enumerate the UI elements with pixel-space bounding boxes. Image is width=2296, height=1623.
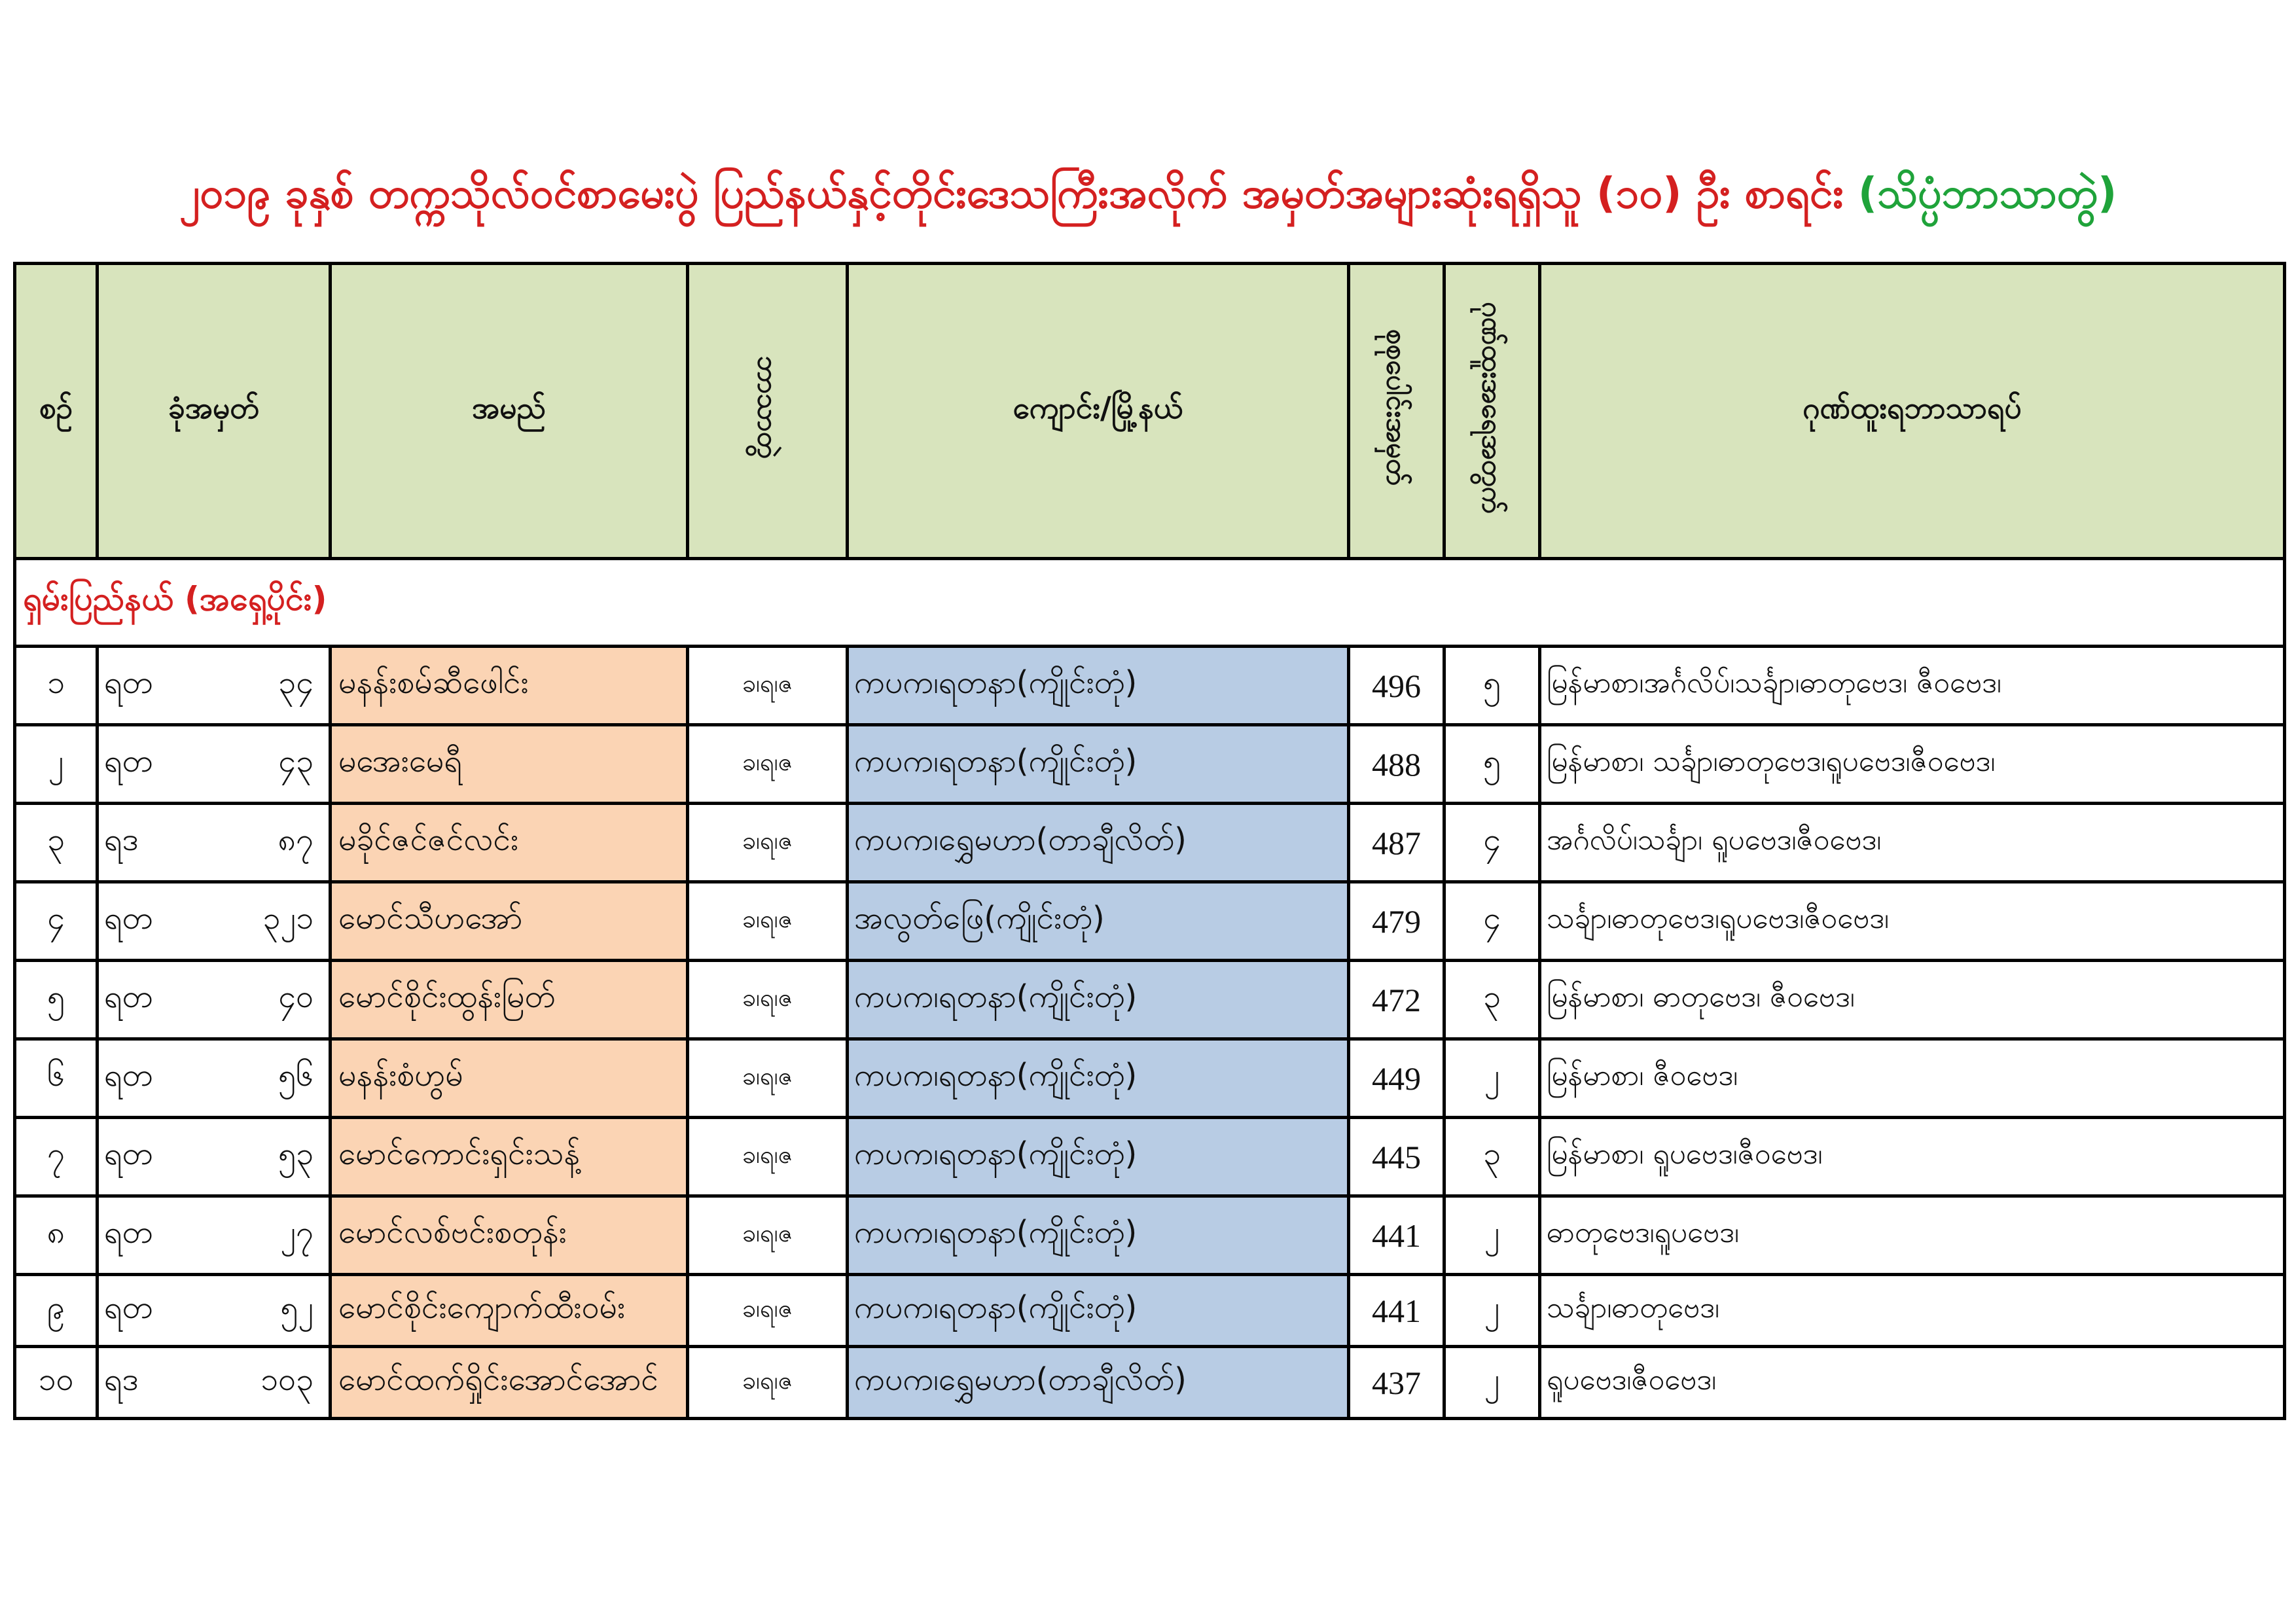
header-distinctions-cell: [1444, 264, 1540, 559]
row-school: ကပက၊ရတနာ(ကျိုင်းတုံ): [848, 1118, 1349, 1196]
roll-prefix: ရတ: [104, 1289, 153, 1326]
roll-prefix: ရတ: [104, 1213, 153, 1251]
header-school: ကျောင်း/မြို့နယ်: [848, 264, 1349, 559]
row-distinction-count: ၂: [1444, 1275, 1540, 1347]
roll-prefix: ရတ: [104, 1135, 153, 1172]
row-distinction-subjects: ဓာတုဗေဒ၊ရူပဗေဒ၊: [1540, 1196, 2285, 1275]
row-distinction-count: ၅: [1444, 725, 1540, 804]
roll-number: ၄၃: [278, 742, 314, 779]
row-roll: [98, 647, 331, 725]
row-subject: ခ၊ရ၊ဇ: [688, 882, 848, 961]
table-row: [15, 1275, 2285, 1347]
table-body: [15, 647, 2285, 1419]
row-roll: [98, 725, 331, 804]
row-marks: 479: [1349, 882, 1444, 961]
header-name: အမည်: [331, 264, 688, 559]
row-marks: 487: [1349, 804, 1444, 882]
row-marks: 445: [1349, 1118, 1444, 1196]
row-school: ကပက၊ရတနာ(ကျိုင်းတုံ): [848, 961, 1349, 1039]
roll-prefix: ရဒ: [104, 821, 139, 858]
row-distinction-count: ၂: [1444, 1196, 1540, 1275]
row-marks: 441: [1349, 1196, 1444, 1275]
roll-number: ၂၇: [280, 1213, 314, 1251]
table-row: [15, 1347, 2285, 1419]
roll-prefix: ရဒ: [104, 1361, 139, 1398]
row-no: ၉: [15, 1275, 98, 1347]
row-subject: ခ၊ရ၊ဇ: [688, 1039, 848, 1118]
region-row: [15, 559, 2285, 647]
roll-number: ၅၆: [278, 1056, 314, 1094]
row-distinction-count: ၂: [1444, 1039, 1540, 1118]
row-roll: [98, 961, 331, 1039]
roll-prefix: ရတ: [104, 1056, 153, 1094]
title-main: ၂၀၁၉ ခုနှစ် တက္ကသိုလ်ဝင်စာမေးပွဲ ပြည်နယ်နှင့်တိုင်းဒေသကြီးအလိုက် အမှတ်အများဆုံးရရှိသူ (၁၀) ဦး စာရင်း: [179, 169, 1844, 218]
roll-number: ၅၂: [280, 1289, 314, 1326]
row-no: ၁: [15, 647, 98, 725]
row-distinction-subjects: မြန်မာစာ၊ ဓာတုဗေဒ၊ ဇီဝဗေဒ၊: [1540, 961, 2285, 1039]
row-marks: 488: [1349, 725, 1444, 804]
table-row: [15, 725, 2285, 804]
header-marks-cell: [1349, 264, 1444, 559]
title-tag: (သိပ္ပံဘာသာတွဲ): [1857, 169, 2117, 218]
row-school: ကပက၊ရတနာ(ကျိုင်းတုံ): [848, 647, 1349, 725]
header-marks: စုစုပေါင်းအမှတ်: [1380, 329, 1413, 486]
row-name: မောင်ထက်ရှိုင်းအောင်အောင်: [331, 1347, 688, 1419]
row-roll: [98, 1118, 331, 1196]
row-name: မနန်းစံဟွမ်: [331, 1039, 688, 1118]
row-no: ၇: [15, 1118, 98, 1196]
row-school: ကပက၊ရတနာ(ကျိုင်းတုံ): [848, 1196, 1349, 1275]
row-no: ၈: [15, 1196, 98, 1275]
page-title: [0, 161, 2296, 226]
row-marks: 441: [1349, 1275, 1444, 1347]
row-marks: 496: [1349, 647, 1444, 725]
row-name: မအေးမေရီ: [331, 725, 688, 804]
roll-prefix: ရတ: [104, 978, 153, 1015]
row-distinction-subjects: မြန်မာစာ၊ သင်္ချာ၊ဓာတုဗေဒ၊ရူပဗေဒ၊ဇီဝဗေဒ၊: [1540, 725, 2285, 804]
roll-number: ၅၃: [278, 1135, 314, 1172]
row-name: မောင်သီဟအော်: [331, 882, 688, 961]
row-distinction-subjects: သင်္ချာ၊ဓာတုဗေဒ၊: [1540, 1275, 2285, 1347]
roll-number: ၄၀: [278, 978, 314, 1015]
row-roll: [98, 1347, 331, 1419]
row-school: ကပက၊ရတနာ(ကျိုင်းတုံ): [848, 1275, 1349, 1347]
row-distinction-subjects: ရူပဗေဒ၊ဇီဝဗေဒ၊: [1540, 1347, 2285, 1419]
roll-prefix: ရတ: [104, 664, 153, 701]
row-subject: ခ၊ရ၊ဇ: [688, 647, 848, 725]
roll-prefix: ရတ: [104, 899, 153, 936]
row-marks: 449: [1349, 1039, 1444, 1118]
row-no: ၅: [15, 961, 98, 1039]
row-distinction-subjects: မြန်မာစာ၊ ဇီဝဗေဒ၊: [1540, 1039, 2285, 1118]
row-distinction-subjects: သင်္ချာ၊ဓာတုဗေဒ၊ရူပဗေဒ၊ဇီဝဗေဒ၊: [1540, 882, 2285, 961]
region-label: ရှမ်းပြည်နယ် (အရှေ့ပိုင်း): [15, 559, 2285, 647]
table-row: [15, 882, 2285, 961]
roll-prefix: ရတ: [104, 742, 153, 779]
row-name: မောင်စိုင်းကျောက်ထီးဝမ်း: [331, 1275, 688, 1347]
row-distinction-count: ၄: [1444, 882, 1540, 961]
row-distinction-subjects: မြန်မာစာ၊အင်္ဂလိပ်၊သင်္ချာ၊ဓာတုဗေဒ၊ ဇီဝဗေဒ၊: [1540, 647, 2285, 725]
row-distinction-count: ၃: [1444, 1118, 1540, 1196]
roll-number: ၁၀၃: [260, 1361, 314, 1398]
row-no: ၆: [15, 1039, 98, 1118]
row-roll: [98, 1039, 331, 1118]
row-roll: [98, 882, 331, 961]
table-row: [15, 1196, 2285, 1275]
row-roll: [98, 804, 331, 882]
row-distinction-subjects: အင်္ဂလိပ်၊သင်္ချာ၊ ရူပဗေဒ၊ဇီဝဗေဒ၊: [1540, 804, 2285, 882]
row-name: မောင်စိုင်းထွန်းမြတ်: [331, 961, 688, 1039]
row-roll: [98, 1196, 331, 1275]
table-row: [15, 1118, 2285, 1196]
row-no: ၂: [15, 725, 98, 804]
header-distinctions: ဂုဏ်ထူးအရေအတွက်: [1476, 301, 1509, 514]
row-school: အလွတ်ဖြေ(ကျိုင်းတုံ): [848, 882, 1349, 961]
row-school: ကပက၊ရတနာ(ကျိုင်းတုံ): [848, 725, 1349, 804]
row-subject: ခ၊ရ၊ဇ: [688, 1196, 848, 1275]
row-distinction-count: ၄: [1444, 804, 1540, 882]
row-subject: ခ၊ရ၊ဇ: [688, 1347, 848, 1419]
row-name: မောင်လစ်ဗင်းစတုန်း: [331, 1196, 688, 1275]
header-distinction-subjects: ဂုဏ်ထူးရဘာသာရပ်: [1540, 264, 2285, 559]
header-row: [15, 264, 2285, 559]
row-roll: [98, 1275, 331, 1347]
row-name: မခိုင်ဇင်ဇင်လင်း: [331, 804, 688, 882]
row-marks: 437: [1349, 1347, 1444, 1419]
table-row: [15, 961, 2285, 1039]
roll-number: ၈၇: [278, 821, 314, 858]
row-distinction-subjects: မြန်မာစာ၊ ရူပဗေဒ၊ဇီဝဗေဒ၊: [1540, 1118, 2285, 1196]
row-subject: ခ၊ရ၊ဇ: [688, 961, 848, 1039]
row-subject: ခ၊ရ၊ဇ: [688, 725, 848, 804]
roll-number: ၃၂၁: [262, 899, 314, 936]
table-row: [15, 647, 2285, 725]
header-roll: ခုံအမှတ်: [98, 264, 331, 559]
row-subject: ခ၊ရ၊ဇ: [688, 1118, 848, 1196]
row-school: ကပက၊ရွှေမဟာ(တာချီလိတ်): [848, 804, 1349, 882]
header-no: စဉ်: [15, 264, 98, 559]
row-no: ၃: [15, 804, 98, 882]
row-no: ၁၀: [15, 1347, 98, 1419]
row-name: မောင်ကောင်းရှင်းသန့်: [331, 1118, 688, 1196]
row-marks: 472: [1349, 961, 1444, 1039]
row-school: ကပက၊ရတနာ(ကျိုင်းတုံ): [848, 1039, 1349, 1118]
row-distinction-count: ၃: [1444, 961, 1540, 1039]
row-subject: ခ၊ရ၊ဇ: [688, 804, 848, 882]
table-row: [15, 804, 2285, 882]
header-subject: ဘာသာတွဲ: [751, 356, 784, 459]
header-subject-cell: [688, 264, 848, 559]
row-subject: ခ၊ရ၊ဇ: [688, 1275, 848, 1347]
results-table: [13, 262, 2286, 1420]
row-distinction-count: ၂: [1444, 1347, 1540, 1419]
row-no: ၄: [15, 882, 98, 961]
row-name: မနန်းစမ်ဆီဖေါင်း: [331, 647, 688, 725]
roll-number: ၃၄: [278, 664, 314, 701]
row-distinction-count: ၅: [1444, 647, 1540, 725]
row-school: ကပက၊ရွှေမဟာ(တာချီလိတ်): [848, 1347, 1349, 1419]
table-row: [15, 1039, 2285, 1118]
